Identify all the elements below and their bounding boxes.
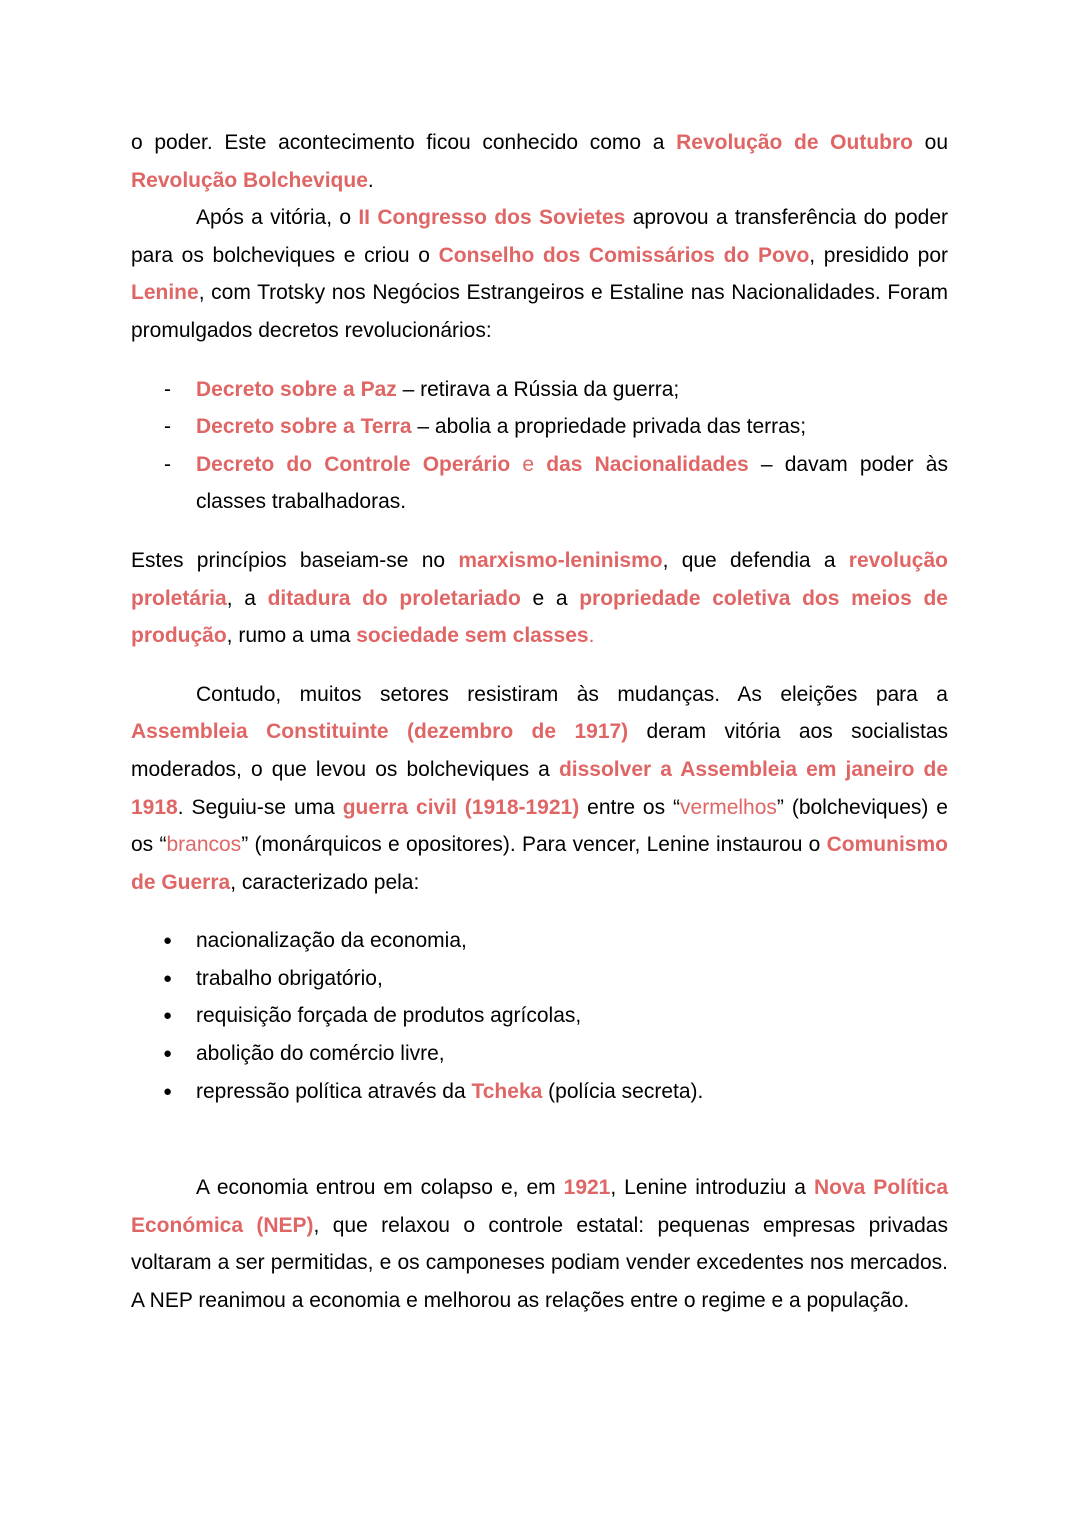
- text: Contudo, muitos setores resistiram às mudanças. As eleições para a: [196, 682, 948, 706]
- text: aprovou a transferência do poder para os bolcheviques e criou o: [131, 206, 948, 267]
- term-decree-workers-control: Decreto do Controle Operário: [196, 452, 511, 476]
- text: ” (monárquicos e opositores). Para vencer, Lenine instaurou o: [241, 833, 827, 857]
- text: – retirava a Rússia da guerra;: [396, 377, 680, 401]
- text: Estes princípios baseiam-se no: [131, 548, 459, 572]
- text: , a: [226, 586, 268, 610]
- war-communism-list: [131, 922, 948, 1110]
- term-decree-land: Decreto sobre a Terra: [196, 415, 412, 439]
- text: .: [367, 168, 374, 192]
- paragraph-civil-war: [131, 676, 948, 902]
- term-war-communism: Comunismo de Guerra: [131, 833, 948, 894]
- text: (polícia secreta).: [542, 1079, 704, 1103]
- term-nep: Nova Política Económica (NEP): [131, 1176, 949, 1237]
- term-nationalities: das Nacionalidades: [546, 452, 749, 476]
- spacer: [131, 901, 948, 922]
- text: , rumo a uma: [226, 624, 357, 648]
- text: , Lenine introduziu a: [610, 1176, 814, 1200]
- text: ” (bolcheviques) e os “: [131, 795, 948, 857]
- term-lenine: Lenine: [131, 281, 199, 305]
- list-item: ● requisição forçada de produtos agrícolas,: [131, 997, 948, 1035]
- term-bolshevik-revolution: Revolução Bolchevique: [131, 168, 368, 192]
- term-october-revolution: Revolução de Outubro: [676, 131, 913, 154]
- paragraph-october-revolution: [131, 124, 948, 199]
- term-dictatorship-proletariat: ditadura do proletariado: [267, 586, 521, 610]
- list-item: ● nacionalização da economia,: [131, 922, 948, 960]
- term-reds: vermelhos: [680, 795, 777, 819]
- text: ou: [912, 131, 949, 154]
- term-congress-soviets: II Congresso dos Sovietes: [358, 206, 626, 230]
- term-council-commissars: Conselho dos Comissários do Povo: [438, 243, 810, 267]
- text: A economia entrou em colapso e, em: [196, 1176, 564, 1200]
- list-item-decree-workers: [131, 446, 948, 521]
- text: , que relaxou o controle estatal: pequenas empresas privadas voltaram a ser permitidas, e os camponeses podiam vender excedentes nos mercados. A NEP reanimou a economia e melhorou as relações entre o regime e a população.: [131, 1213, 948, 1313]
- text: entre os “: [579, 795, 681, 819]
- list-item-decree-land: [131, 408, 948, 446]
- term-decree-peace: Decreto sobre a Paz: [196, 377, 397, 401]
- spacer: [131, 655, 948, 676]
- text: .: [588, 624, 595, 648]
- term-proletarian-revolution: revolução proletária: [131, 548, 948, 610]
- term-civil-war: guerra civil (1918-1921): [342, 795, 580, 819]
- text: – abolia a propriedade privada das terras;: [411, 415, 807, 439]
- text: – davam poder às classes trabalhadoras.: [196, 452, 948, 514]
- term-1921: 1921: [563, 1176, 611, 1200]
- decrees-list: [131, 371, 948, 521]
- text: , que defendia a: [662, 548, 849, 572]
- term-collective-property: propriedade coletiva dos meios de produção: [131, 586, 948, 648]
- term-constituent-assembly: Assembleia Constituinte (dezembro de 1917): [131, 720, 629, 744]
- text: o poder. Este acontecimento ficou conhecido como a: [131, 131, 677, 154]
- list-item-repression: [131, 1073, 948, 1111]
- text: Após a vitória, o: [196, 206, 359, 230]
- term-tcheka: Tcheka: [471, 1079, 543, 1103]
- term-dissolve-assembly: dissolver a Assembleia em janeiro de 1918: [131, 757, 948, 819]
- list-item: ● trabalho obrigatório,: [131, 960, 948, 998]
- text: repressão política através da: [196, 1079, 472, 1103]
- document-page: [131, 124, 948, 1320]
- text: deram vitória aos socialistas moderados, o que levou os bolcheviques a: [131, 720, 948, 781]
- text: e a: [520, 586, 580, 610]
- spacer: [131, 521, 948, 542]
- text: , presidido por: [809, 243, 948, 267]
- text: . Seguiu-se uma: [177, 795, 343, 819]
- paragraph-nep: [131, 1169, 948, 1319]
- paragraph-congress: [131, 199, 948, 349]
- term-classless-society: sociedade sem classes: [356, 624, 589, 648]
- text: e: [510, 452, 547, 476]
- text: , caracterizado pela:: [230, 870, 420, 894]
- list-item-decree-peace: [131, 371, 948, 409]
- term-marxism-leninism: marxismo-leninismo: [458, 548, 663, 572]
- paragraph-principles: [131, 542, 948, 655]
- spacer: [131, 1110, 948, 1169]
- term-whites: brancos: [166, 833, 242, 857]
- spacer: [131, 350, 948, 371]
- text: , com Trotsky nos Negócios Estrangeiros e Estaline nas Nacionalidades. Foram promulgados decretos revolucionários:: [131, 281, 948, 342]
- list-item: ● abolição do comércio livre,: [131, 1035, 948, 1073]
